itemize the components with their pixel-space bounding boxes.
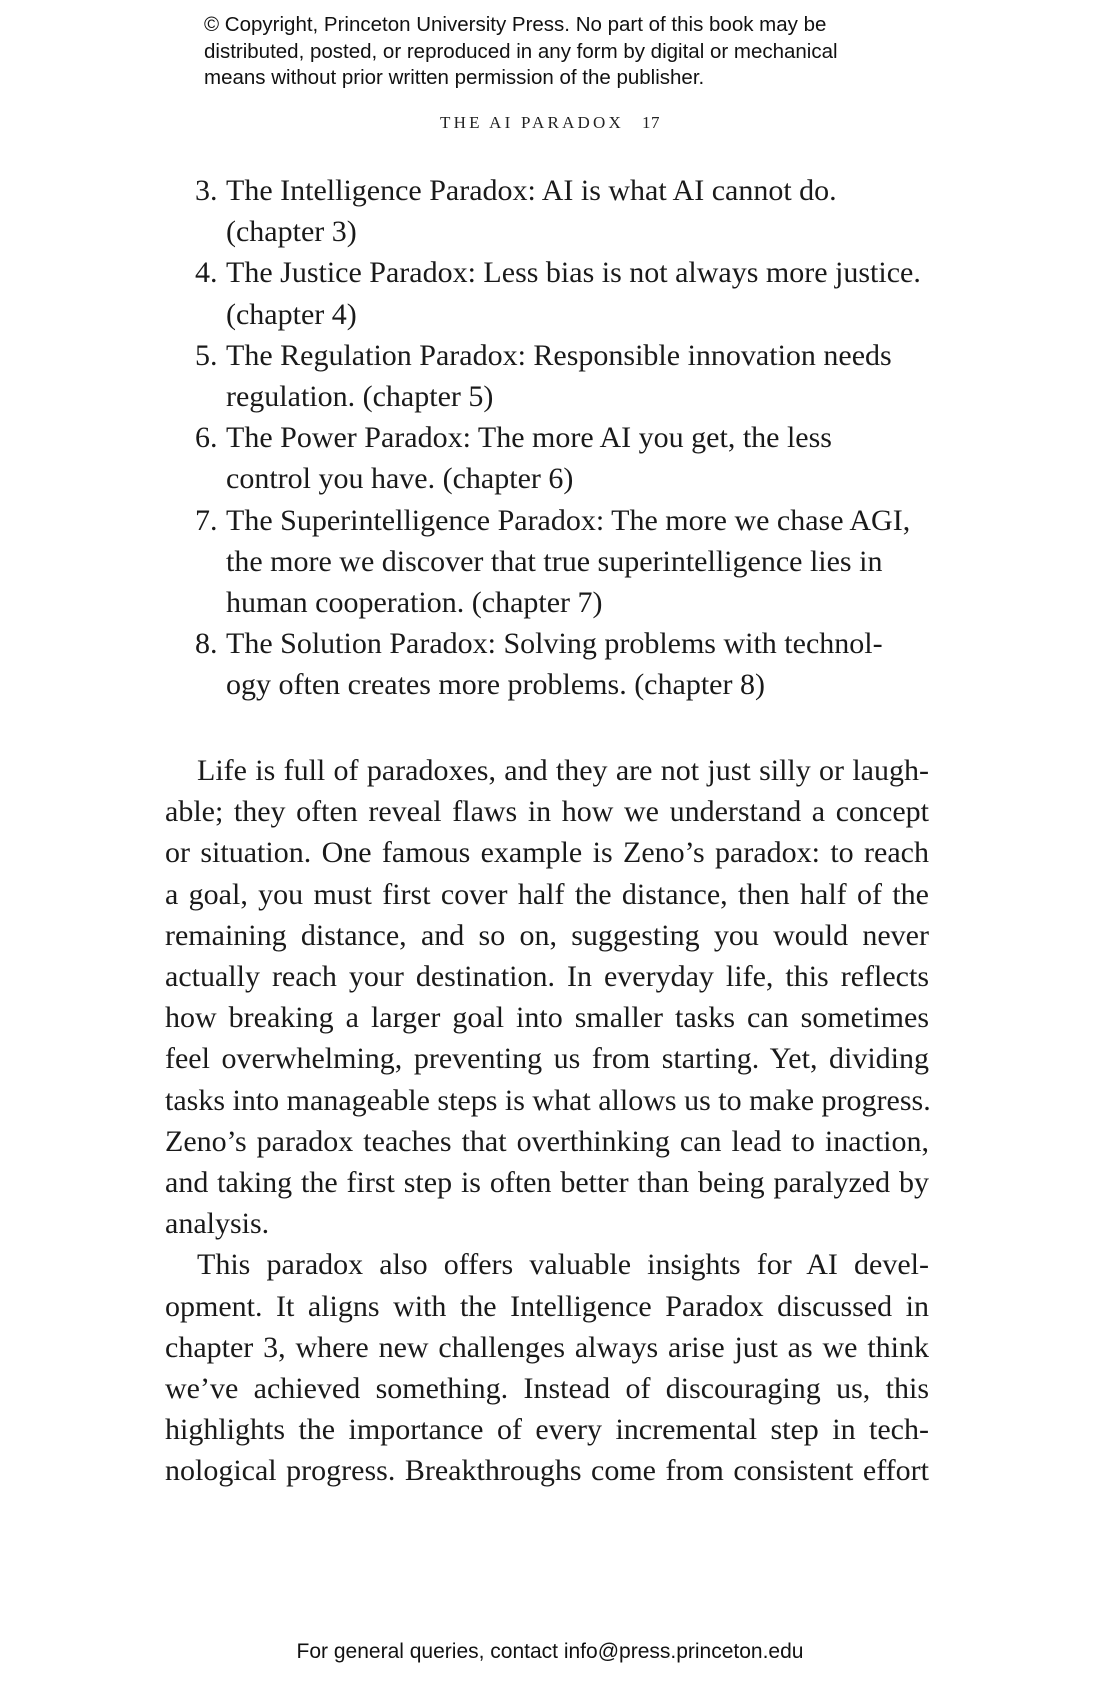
list-item bbox=[195, 252, 935, 334]
copyright-line: © Copyright, Princeton University Press. No part of this book may be bbox=[204, 13, 827, 36]
page-number: 17 bbox=[641, 113, 660, 132]
paragraph-line: we’ve achieved something. Instead of discouraging us, this bbox=[165, 1372, 929, 1406]
paragraph-line: able; they often reveal flaws in how we understand a concept bbox=[165, 795, 929, 829]
list-item-number: 4. bbox=[195, 256, 218, 290]
paragraph-line: analysis. bbox=[165, 1207, 270, 1241]
list-item-line: (chapter 4) bbox=[226, 297, 357, 331]
running-head bbox=[0, 113, 1100, 133]
list-item-number: 8. bbox=[195, 627, 218, 661]
paragraph-line: feel overwhelming, preventing us from starting. Yet, dividing bbox=[165, 1042, 929, 1076]
list-item bbox=[195, 335, 935, 417]
list-item-line: (chapter 3) bbox=[226, 215, 357, 249]
list-item bbox=[195, 417, 935, 499]
paragraph-line: remaining distance, and so on, suggesting you would never bbox=[165, 918, 929, 952]
paragraph-zeno bbox=[165, 750, 929, 1244]
running-head-title: THE AI PARADOX bbox=[440, 113, 624, 132]
list-item bbox=[195, 500, 935, 624]
list-item-line: The Solution Paradox: Solving problems with technol- bbox=[226, 627, 883, 661]
body-text bbox=[165, 750, 929, 1492]
paradox-list bbox=[195, 170, 935, 706]
paragraph-line: highlights the importance of every incremental step in tech- bbox=[165, 1413, 929, 1447]
paragraph-line: or situation. One famous example is Zeno’s paradox: to reach bbox=[165, 836, 929, 870]
paragraph-line: Zeno’s paradox teaches that overthinking can lead to inaction, bbox=[165, 1124, 929, 1158]
copyright-line: distributed, posted, or reproduced in any form by digital or mechanical bbox=[204, 39, 838, 63]
footer-contact: For general queries, contact info@press.princeton.edu bbox=[296, 1640, 804, 1663]
paragraph-line: chapter 3, where new challenges always arise just as we think bbox=[165, 1330, 929, 1364]
list-item-line: The Justice Paradox: Less bias is not always more justice. bbox=[226, 256, 921, 290]
list-item-line: control you have. (chapter 6) bbox=[226, 462, 574, 496]
copyright-line: means without prior written permission of the publisher. bbox=[204, 66, 705, 89]
paragraph-line: a goal, you must first cover half the distance, then half of the bbox=[165, 877, 929, 911]
list-item-line: The Regulation Paradox: Responsible innovation needs bbox=[226, 338, 892, 372]
list-item-number: 6. bbox=[195, 421, 218, 455]
paragraph-line: opment. It aligns with the Intelligence Paradox discussed in bbox=[165, 1289, 929, 1323]
paragraph-line: Life is full of paradoxes, and they are not just silly or laugh- bbox=[197, 754, 929, 787]
list-item-number: 7. bbox=[195, 503, 218, 537]
list-item bbox=[195, 170, 935, 252]
list-item bbox=[195, 623, 935, 705]
paragraph-ai-development bbox=[165, 1244, 929, 1491]
list-item-line: The Power Paradox: The more AI you get, the less bbox=[226, 421, 832, 455]
paragraph-line: nological progress. Breakthroughs come from consistent effort bbox=[165, 1454, 929, 1488]
paragraph-line: how breaking a larger goal into smaller tasks can sometimes bbox=[165, 1001, 929, 1035]
paragraph-line: actually reach your destination. In everyday life, this reflects bbox=[165, 960, 929, 994]
list-item-line: ogy often creates more problems. (chapter 8) bbox=[226, 668, 765, 702]
list-item-number: 5. bbox=[195, 338, 218, 372]
list-item-line: The Superintelligence Paradox: The more we chase AGI, bbox=[226, 503, 911, 537]
paragraph-line: This paradox also offers valuable insights for AI devel- bbox=[197, 1248, 929, 1282]
copyright-notice bbox=[204, 12, 924, 92]
list-item-line: The Intelligence Paradox: AI is what AI cannot do. bbox=[226, 174, 837, 207]
list-item-number: 3. bbox=[195, 174, 218, 207]
list-item-line: the more we discover that true superintelligence lies in bbox=[226, 544, 883, 578]
list-item-line: human cooperation. (chapter 7) bbox=[226, 586, 603, 620]
paragraph-line: tasks into manageable steps is what allows us to make progress. bbox=[165, 1083, 931, 1117]
paragraph-line: and taking the first step is often better than being paralyzed by bbox=[165, 1166, 929, 1200]
list-item-line: regulation. (chapter 5) bbox=[226, 380, 494, 414]
